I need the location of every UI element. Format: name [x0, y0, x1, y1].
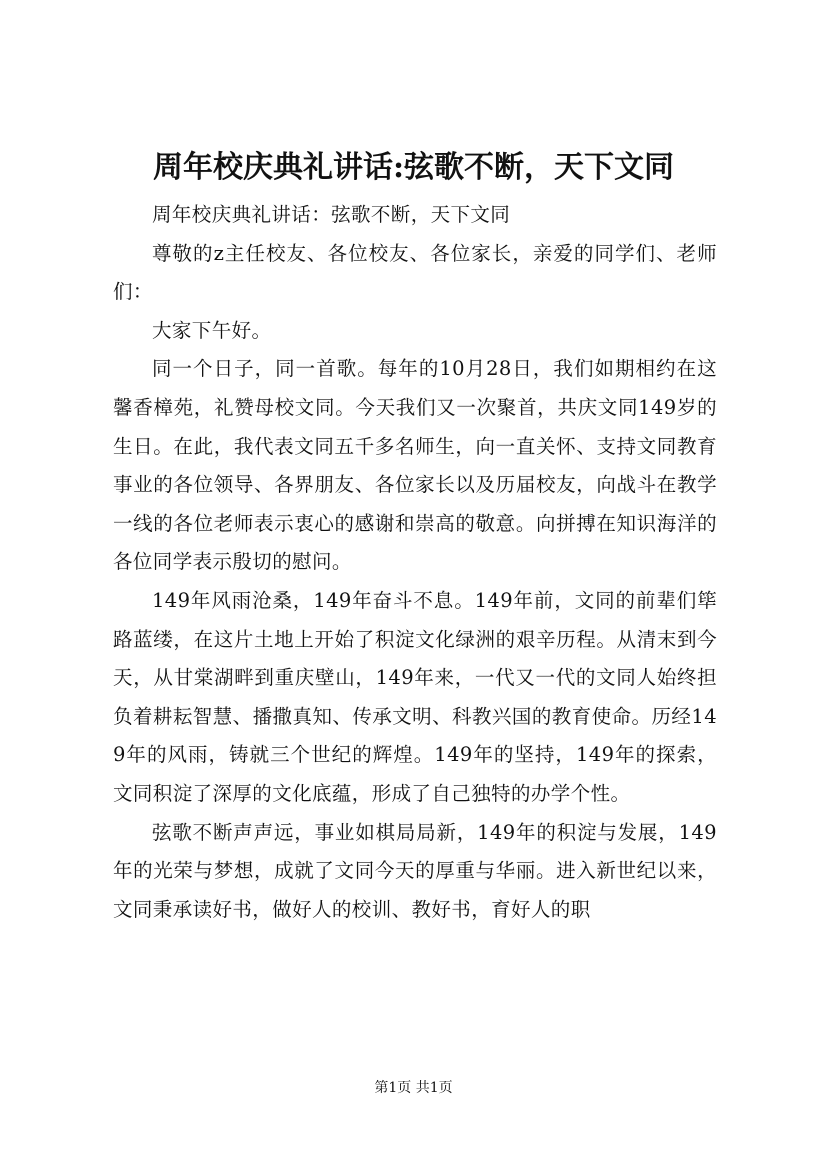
page-footer: 第1页 共1页 [374, 1080, 453, 1096]
paragraph-development: 弦歌不断声声远，事业如棋局局新，149年的积淀与发展，149年的光荣与梦想，成就了文同今天的厚重与华丽。进入新世纪以来，文同秉承读好书，做好人的校训、教好书，育好人的职 [113, 820, 717, 921]
paragraph-history: 149年风雨沧桑，149年奋斗不息。149年前，文同的前辈们筚路蓝缕，在这片土地上开始了积淀文化绿洲的艰辛历程。从清末到今天，从甘棠湖畔到重庆壁山，149年来，一代又一代的文同人始终担负着耕耘智慧、播撒真知、传承文明、科教兴国的教育使命。历经149年的风雨，铸就三个世纪的辉煌。149年的坚持，149年的探索，文同积淀了深厚的文化底蕴，形成了自己独特的办学个性。 [113, 588, 717, 805]
document-title: 周年校庆典礼讲话:弦歌不断，天下文同 [152, 150, 675, 185]
paragraph-subtitle: 周年校庆典礼讲话：弦歌不断，天下文同 [152, 203, 511, 226]
paragraph-greeting: 大家下午好。 [152, 318, 272, 342]
document-body [113, 196, 717, 929]
paragraph-opening: 同一个日子，同一首歌。每年的10月28日，我们如期相约在这馨香樟苑，礼赞母校文同。今天我们又一次聚首，共庆文同149岁的生日。在此，我代表文同五千多名师生，向一直关怀、支持文同教育事业的各位领导、各界朋友、各位家长以及历届校友，向战斗在教学一线的各位老师表示衷心的感谢和崇高的敬意。向拼搏在知识海洋的各位同学表示殷切的慰问。 [113, 357, 717, 574]
paragraph-salutation: 尊敬的z主任校友、各位校友、各位家长，亲爱的同学们、老师们： [113, 241, 717, 304]
